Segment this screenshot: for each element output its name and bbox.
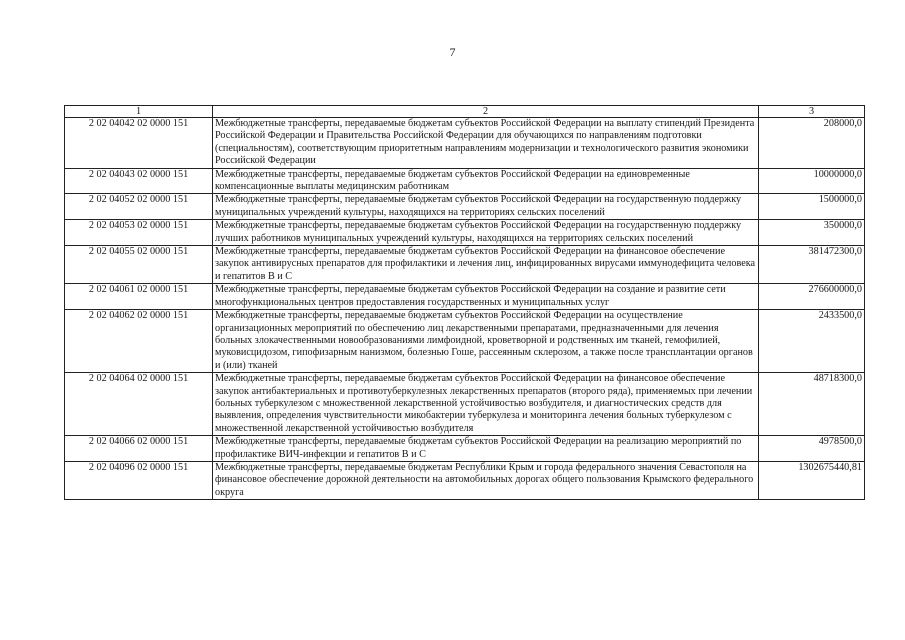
transfer-description: Межбюджетные трансферты, передаваемые бюджетам субъектов Российской Федерации на государственную поддержку муниципальных учреждений культуры, находящихся на территориях сельских поселений [213,194,759,220]
amount: 4978500,0 [759,436,865,462]
amount: 381472300,0 [759,246,865,284]
budget-code: 2 02 04053 02 0000 151 [65,220,213,246]
table-row [65,373,865,436]
transfer-description: Межбюджетные трансферты, передаваемые бюджетам субъектов Российской Федерации на государственную поддержку лучших работников муниципальных учреждений культуры, находящихся на территориях сельских поселений [213,220,759,246]
transfer-description: Межбюджетные трансферты, передаваемые бюджетам субъектов Российской Федерации на финансовое обеспечение закупок антибактериальных и противотуберкулезных лекарственных препаратов (второго ряда), применяемых при лечении больных туберкулезом с множественной лекарственной устойчивостью возбудителя, и диагностических средств для выявления, определения чувствительности микобактерии туберкулеза и мониторинга лечения больных туберкулезом с множественной лекарственной устойчивостью возбудителя [213,373,759,436]
table-row [65,461,865,499]
amount: 48718300,0 [759,373,865,436]
budget-code: 2 02 04042 02 0000 151 [65,118,213,169]
amount: 10000000,0 [759,168,865,194]
column-header-3: 3 [759,106,865,118]
amount: 1500000,0 [759,194,865,220]
budget-code: 2 02 04064 02 0000 151 [65,373,213,436]
transfer-description: Межбюджетные трансферты, передаваемые бюджетам субъектов Российской Федерации на финансовое обеспечение закупок антивирусных препаратов для профилактики и лечения лиц, инфицированных вирусами иммунодефицита человека и гепатитов В и С [213,246,759,284]
transfer-description: Межбюджетные трансферты, передаваемые бюджетам субъектов Российской Федерации на создание и развитие сети многофункциональных центров предоставления государственных и муниципальных услуг [213,284,759,310]
table-row [65,284,865,310]
column-header-2: 2 [213,106,759,118]
table-row [65,194,865,220]
budget-code: 2 02 04061 02 0000 151 [65,284,213,310]
budget-table [64,105,865,500]
table-row [65,220,865,246]
table-row [65,168,865,194]
transfer-description: Межбюджетные трансферты, передаваемые бюджетам субъектов Российской Федерации на реализацию мероприятий по профилактике ВИЧ-инфекции и гепатитов В и С [213,436,759,462]
table-row [65,436,865,462]
budget-code: 2 02 04052 02 0000 151 [65,194,213,220]
transfer-description: Межбюджетные трансферты, передаваемые бюджетам субъектов Российской Федерации на единовременные компенсационные выплаты медицинским работникам [213,168,759,194]
table-row [65,118,865,169]
page-number: 7 [449,45,456,59]
budget-code: 2 02 04066 02 0000 151 [65,436,213,462]
budget-code: 2 02 04043 02 0000 151 [65,168,213,194]
table-row [65,246,865,284]
amount: 2433500,0 [759,310,865,373]
column-header-1: 1 [65,106,213,118]
budget-code: 2 02 04055 02 0000 151 [65,246,213,284]
transfer-description: Межбюджетные трансферты, передаваемые бюджетам субъектов Российской Федерации на выплату стипендий Президента Российской Федерации и Правительства Российской Федерации для обучающихся по направлениям подготовки (специальностям), соответствующим приоритетным направлениям модернизации и технологического развития экономики Российской Федерации [213,118,759,169]
transfer-description: Межбюджетные трансферты, передаваемые бюджетам субъектов Российской Федерации на осуществление организационных мероприятий по обеспечению лиц лекарственными препаратами, предназначенными для лечения больных злокачественными новообразованиями лимфоидной, кроветворной и родственных им тканей, гемофилией, муковисцидозом, гипофизарным нанизмом, болезнью Гоше, рассеянным склерозом, а также после трансплантации органов и (или) тканей [213,310,759,373]
table-row [65,310,865,373]
budget-code: 2 02 04062 02 0000 151 [65,310,213,373]
amount: 350000,0 [759,220,865,246]
transfer-description: Межбюджетные трансферты, передаваемые бюджетам Республики Крым и города федерального значения Севастополя на финансовое обеспечение дорожной деятельности на автомобильных дорогах общего пользования Крымского федерального округа [213,461,759,499]
amount: 276600000,0 [759,284,865,310]
amount: 208000,0 [759,118,865,169]
budget-code: 2 02 04096 02 0000 151 [65,461,213,499]
table-header-row [65,106,865,118]
amount: 1302675440,81 [759,461,865,499]
